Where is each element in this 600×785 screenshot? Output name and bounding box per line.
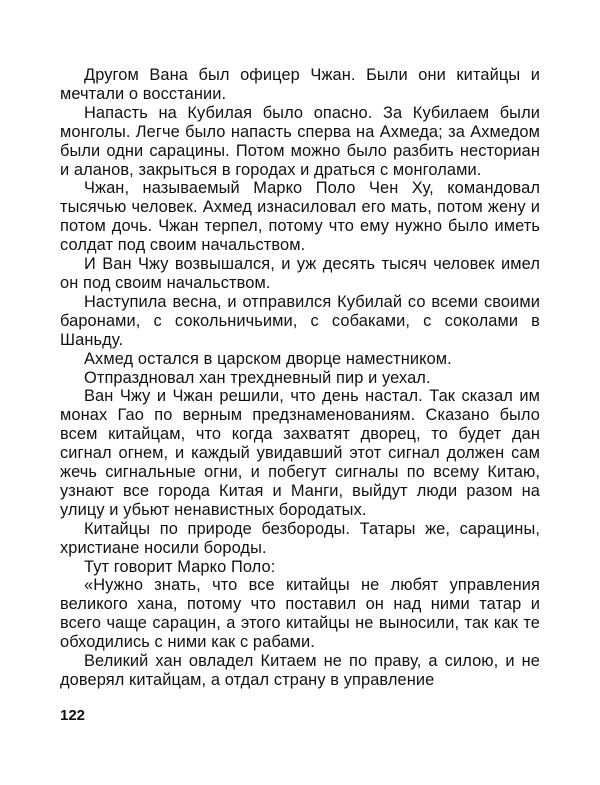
paragraph: Ахмед остался в царском дворце наместником.: [84, 349, 452, 368]
paragraph: Отпраздновал хан трехдневный пир и уехал.: [84, 368, 431, 387]
paragraph: Великий хан овладел Китаем не по праву, а силою, и не доверял китайцам, а отдал страну в управление: [60, 652, 540, 689]
paragraph: Другом Вана был офицер Чжан. Были они китайцы и мечтали о восстании.: [60, 66, 540, 103]
paragraph: Чжан, называемый Марко Поло Чен Ху, командовал тысячью человек. Ахмед изнасиловал его мать, потом жену и потом дочь. Чжан терпел, потому что ему нужно было иметь солдат под своим начальством.: [60, 179, 540, 255]
paragraph: Тут говорит Марко Поло:: [84, 557, 276, 576]
page-number: 122: [60, 707, 86, 724]
paragraph: Китайцы по природе безбороды. Татары же, сарацины, христиане носили бороды.: [60, 519, 540, 557]
paragraph: И Ван Чжу возвышался, и уж десять тысяч человек имел он под своим начальством.: [60, 255, 540, 292]
paragraph: Наступила весна, и отправился Кубилай со всеми своими баронами, с сокольничьими, с собаками, с соколами в Шаньду.: [60, 292, 540, 349]
paragraph: Ван Чжу и Чжан решили, что день настал. Так сказал им монах Гао по верным предзнаменованиям. Сказано было всем китайцам, что когда захватят дворец, то будет дан сигнал огнем, и каждый увидавший этот сигнал должен сам жечь сигнальные огни, и побегут сигналы по всему Китаю, узнают все города Китая и Манги, выйдут люди разом на улицу и убьют ненавистных бородатых.: [60, 387, 540, 519]
body-text: [60, 66, 540, 690]
paragraph: «Нужно знать, что все китайцы не любят управления великого хана, потому что поставил он над ними татар и всего чаще сарацин, а этого китайцы не выносили, так как те обходились с ними как с рабами.: [60, 576, 540, 652]
paragraph: Напасть на Кубилая было опасно. За Кубилаем были монголы. Легче было напасть сперва на Ахмеда; за Ахмедом были одни сарацины. Потом можно было разбить несториан и аланов, закрыться в городах и драться с монголами.: [60, 103, 540, 179]
